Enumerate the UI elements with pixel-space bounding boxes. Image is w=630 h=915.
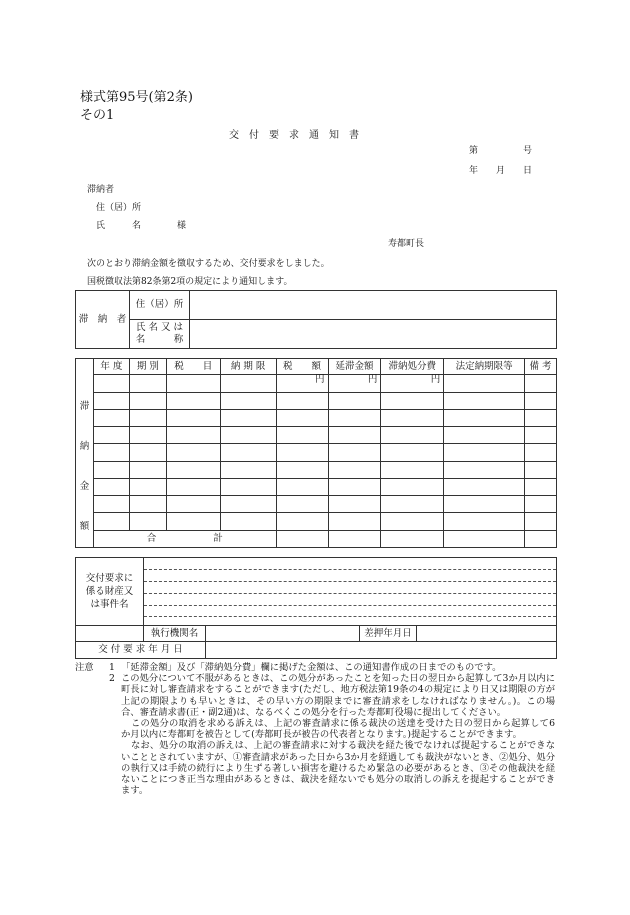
col-header-disposition-fee: 滞納処分費	[381, 359, 444, 375]
seizure-date-field[interactable]	[417, 626, 557, 642]
property-description-field[interactable]	[144, 558, 557, 626]
taxpayer-table	[75, 290, 557, 349]
addressee-name-label: 氏 名 様	[96, 221, 187, 231]
seizure-date-label: 差押年月日	[360, 626, 417, 642]
col-header-fiscal-year: 年 度	[93, 359, 129, 375]
col-header-late-fee: 延滞金額	[328, 359, 381, 375]
note-4: なお、処分の取消の訴えは、上記の審査請求に対する裁決を経た後でなければ提起することができないこととされていますが、①審査請求があった日から3か月を経過しても裁決がないとき、②処分、処分の執行又は手続の続行により生ずる著しい損害を避けるため緊急の必要があるとき、③その他裁決を経ないことにつき正当な理由があるときは、裁決を経ないでも処分の取消しの訴えを提起することができます。	[121, 740, 555, 797]
unit-yen: 円	[381, 375, 444, 392]
taxpayer-name-field[interactable]	[190, 320, 557, 349]
note-2: この処分について不服があるときは、この処分があったことを知った日の翌日から起算して3か月以内に町長に対し審査請求をすることができます(ただし、地方税法第19条の4の規定により日又は期限の方が上記の期限よりも早いときは、その早い方の期限までに審査請求をしなければなりません。)。この場合、審査請求書(正・副2通)は、なるべくこの処分を行った寿都町役場に提出してください。	[121, 673, 555, 718]
addressee-address-label: 住（居）所	[96, 203, 142, 213]
table-cell	[76, 626, 144, 642]
note-1: 「延滞金額」及び「滞納処分費」欄に掲げた金額は、この通知書作成の日までのものです。	[121, 662, 502, 673]
col-header-remarks: 備 考	[525, 359, 557, 375]
table-row	[76, 496, 557, 513]
form-sub-number: その1	[80, 108, 115, 123]
taxpayer-row-label: 滞 納 者	[76, 291, 130, 349]
note-number: 1	[109, 662, 115, 673]
document-date: 年 月 日	[469, 166, 533, 176]
notes-section	[75, 662, 555, 796]
table-row	[76, 392, 557, 409]
total-label: 合 計	[93, 530, 276, 547]
body-text-1: 次のとおり滞納金額を徴収するため、交付要求をしました。	[87, 259, 330, 269]
total-statutory[interactable]	[444, 530, 525, 547]
sender-name: 寿都町長	[388, 239, 425, 249]
unit-yen: 円	[276, 375, 328, 392]
taxpayer-address-label: 住（居）所	[130, 291, 190, 320]
taxpayer-name-label: 氏 名 又 は 名 称	[130, 320, 190, 349]
col-header-tax-amount: 税 額	[276, 359, 328, 375]
col-header-tax-item: 税 目	[166, 359, 220, 375]
total-remarks[interactable]	[525, 530, 557, 547]
request-date-label: 交 付 要 求 年 月 日	[76, 642, 206, 659]
note-number: 2	[109, 673, 115, 685]
unit-yen: 円	[328, 375, 381, 392]
execution-agency-field[interactable]	[206, 626, 360, 642]
table-row	[76, 461, 557, 478]
table-row	[76, 409, 557, 426]
table-cell[interactable]	[525, 375, 557, 392]
document-number: 第 号	[469, 146, 533, 156]
table-cell[interactable]	[444, 375, 525, 392]
table-cell[interactable]	[93, 375, 129, 392]
table-cell[interactable]	[129, 375, 166, 392]
total-late-fee[interactable]	[328, 530, 381, 547]
property-label: 交付要求に 係る財産又 は事件名	[76, 558, 144, 626]
table-row	[76, 427, 557, 444]
property-table	[75, 557, 557, 659]
note-3: この処分の取消を求める訴えは、上記の審査請求に係る裁決の送達を受けた日の翌日から起算して6か月以内に寿都町を被告として(寿都町長が被告の代表者となります。)提起することができます。	[121, 718, 555, 741]
document-title: 交 付 要 求 通 知 書	[229, 130, 359, 141]
addressee-label: 滞納者	[87, 185, 115, 195]
table-cell[interactable]	[220, 375, 276, 392]
amount-side-label: 滞 納 金 額	[76, 359, 94, 548]
col-header-statutory-due: 法定納期限等	[444, 359, 525, 375]
form-number: 様式第95号(第2条)	[80, 90, 193, 105]
col-header-due-date: 納 期 限	[220, 359, 276, 375]
amount-table	[75, 358, 557, 548]
body-text-2: 国税徴収法第82条第2項の規定により通知します。	[87, 277, 293, 287]
total-disposition-fee[interactable]	[381, 530, 444, 547]
table-cell[interactable]	[166, 375, 220, 392]
table-row	[76, 478, 557, 495]
table-row	[76, 513, 557, 530]
request-date-field[interactable]	[206, 642, 557, 659]
total-tax-amount[interactable]	[276, 530, 328, 547]
table-row	[76, 444, 557, 461]
col-header-period: 期 別	[129, 359, 166, 375]
notes-label: 注意	[75, 662, 94, 673]
execution-agency-label: 執行機関名	[144, 626, 206, 642]
taxpayer-address-field[interactable]	[190, 291, 557, 320]
